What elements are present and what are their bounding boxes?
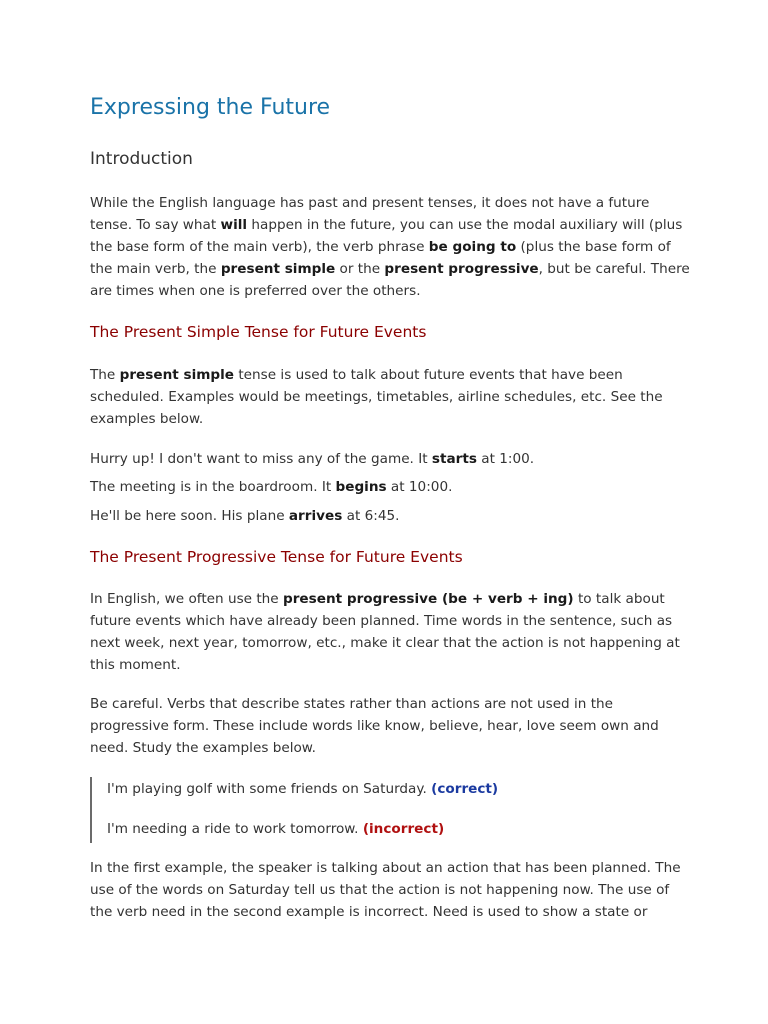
incorrect-label: (incorrect) bbox=[362, 821, 445, 837]
quote-2-text: I'm needing a ride to work tomorrow. bbox=[107, 821, 363, 837]
intro-bold-present-progressive: present progressive bbox=[384, 261, 539, 277]
present-progressive-paragraph-3: In the first example, the speaker is talking about an action that has been planned. The use of the words on Saturday tell us that the action is not happening now. The use of the verb need in the second example is incorrect. Need is used to show a state or bbox=[90, 860, 681, 920]
ex2-text-1: The meeting is in the boardroom. It bbox=[90, 479, 336, 495]
example-line-2 bbox=[90, 476, 452, 498]
intro-text-4: or the bbox=[335, 261, 385, 277]
quote-1-text: I'm playing golf with some friends on Saturday. bbox=[107, 781, 432, 797]
example-line-3 bbox=[90, 505, 399, 527]
ps-bold-present-simple: present simple bbox=[119, 367, 235, 383]
intro-bold-going-to: be going to bbox=[428, 239, 517, 255]
correct-label: (correct) bbox=[431, 781, 499, 797]
pp-text-2: to talk about future events which have already been planned. Time words in the sentence, such as next week, next year, tomorrow, etc., make it clear that the action is not happening at this moment. bbox=[90, 591, 680, 673]
present-progressive-paragraph-1 bbox=[90, 588, 690, 676]
ex1-text-1: Hurry up! I don't want to miss any of the game. It bbox=[90, 451, 432, 467]
quote-example-incorrect bbox=[107, 818, 444, 840]
intro-text-5: , but be careful. There are times when one is preferred over the others. bbox=[90, 261, 690, 299]
present-simple-paragraph bbox=[90, 364, 690, 430]
intro-text-3: (plus the base form of the main verb, the bbox=[90, 239, 671, 277]
present-progressive-heading: The Present Progressive Tense for Future Events bbox=[90, 548, 463, 566]
page-title: Expressing the Future bbox=[90, 95, 331, 120]
ex2-bold: begins bbox=[335, 479, 387, 495]
intro-text-2: happen in the future, you can use the modal auxiliary will (plus the base form of the main verb), the verb phrase bbox=[90, 217, 683, 255]
intro-text-1: While the English language has past and present tenses, it does not have a future tense. To say what bbox=[90, 195, 650, 233]
ex2-text-2: at 10:00. bbox=[386, 479, 453, 495]
pp-text-1: In English, we often use the bbox=[90, 591, 283, 607]
intro-bold-will: will bbox=[220, 217, 248, 233]
introduction-paragraph bbox=[90, 192, 690, 302]
present-progressive-paragraph-2: Be careful. Verbs that describe states rather than actions are not used in the progressive form. These include words like know, believe, hear, love seem own and need. Study the examples below. bbox=[90, 696, 659, 756]
ex1-bold: starts bbox=[431, 451, 477, 467]
ex3-text-1: He'll be here soon. His plane bbox=[90, 508, 289, 524]
ex1-text-2: at 1:00. bbox=[476, 451, 535, 467]
quote-example-correct bbox=[107, 778, 498, 800]
introduction-heading: Introduction bbox=[90, 149, 193, 169]
present-simple-heading: The Present Simple Tense for Future Events bbox=[90, 323, 427, 341]
ps-text-2: tense is used to talk about future events that have been scheduled. Examples would be meetings, timetables, airline schedules, etc. See the examples below. bbox=[90, 367, 663, 427]
ex3-bold: arrives bbox=[288, 508, 343, 524]
example-line-1 bbox=[90, 448, 534, 470]
intro-bold-present-simple: present simple bbox=[220, 261, 336, 277]
pp-bold-formula: present progressive (be + verb + ing) bbox=[282, 591, 574, 607]
ex3-text-2: at 6:45. bbox=[342, 508, 400, 524]
ps-text-1: The bbox=[90, 367, 120, 383]
blockquote-bar bbox=[90, 777, 92, 843]
